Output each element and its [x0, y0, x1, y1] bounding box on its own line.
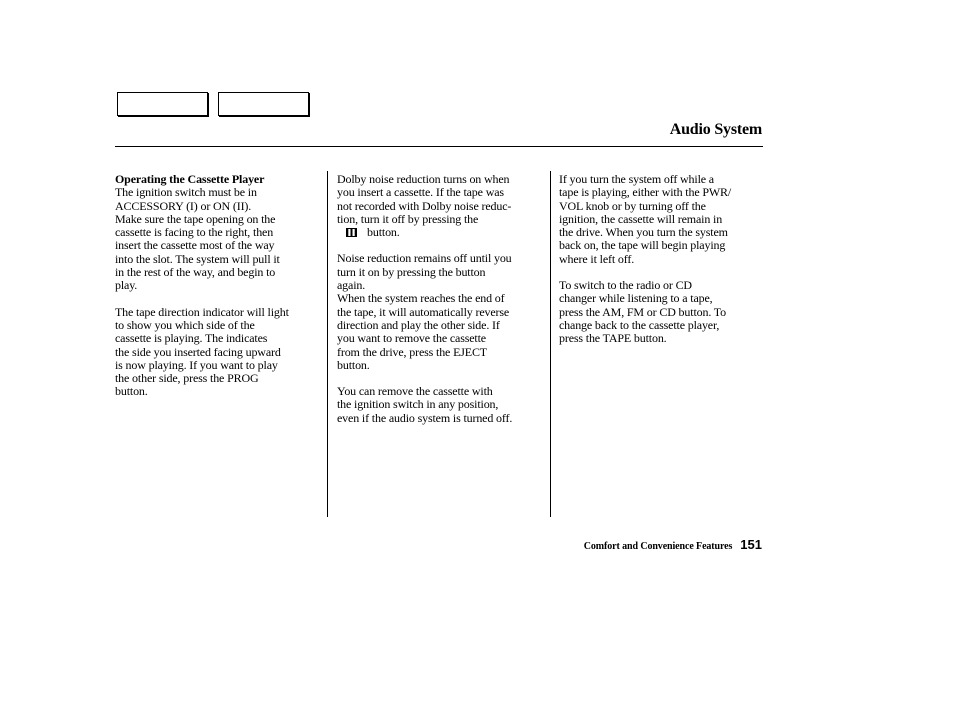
- paragraph: button.: [367, 225, 400, 240]
- title-rule: [115, 146, 763, 147]
- page-footer: [584, 536, 762, 554]
- section-subhead: Operating the Cassette Player: [115, 172, 265, 186]
- dolby-icon: [346, 228, 357, 237]
- column-divider: [550, 171, 551, 517]
- paragraph: To switch to the radio or CD changer while listening to a tape, press the AM, FM or CD button. To change back to the cassette player, press the TAPE button.: [559, 278, 726, 346]
- paragraph: The ignition switch must be in ACCESSORY (I) or ON (II).: [115, 185, 257, 213]
- paragraph: Make sure the tape opening on the cassette is facing to the right, then insert the cassette most of the way into the slot. The system will pull it in the rest of the way, and begin to play.: [115, 211, 280, 293]
- dolby-button-line: [337, 226, 549, 239]
- paragraph: When the system reaches the end of the tape, it will automatically reverse direction and play the other side. If you want to remove the cassette from the drive, press the EJECT button.: [337, 291, 510, 372]
- nav-tab-box-2[interactable]: [218, 92, 309, 116]
- page-number: 151: [740, 537, 762, 552]
- paragraph: Noise reduction remains off until you turn it on by pressing the button again.: [337, 251, 512, 293]
- paragraph: The tape direction indicator will light to show you which side of the cassette is playing. The indicates the side you inserted facing upward is now playing. If you want to play the other side, press the PROG button.: [115, 304, 289, 399]
- nav-tab-box-1[interactable]: [117, 92, 208, 116]
- footer-section-title: Comfort and Convenience Features: [583, 541, 733, 552]
- column-3: [559, 173, 771, 346]
- paragraph: You can remove the cassette with the ignition switch in any position, even if the audio system is turned off.: [337, 384, 513, 425]
- column-1: [115, 173, 327, 399]
- column-2: [337, 173, 549, 425]
- paragraph: Dolby noise reduction turns on when you insert a cassette. If the tape was not recorded with Dolby noise reduc- tion, turn it off by pressing the: [337, 172, 512, 226]
- column-divider: [327, 171, 328, 517]
- page-title: Audio System: [669, 121, 762, 138]
- paragraph: If you turn the system off while a tape is playing, either with the PWR/ VOL knob or by turning off the ignition, the cassette will remain in the drive. When you turn the system back on, the tape will begin playing where it left off.: [559, 172, 732, 266]
